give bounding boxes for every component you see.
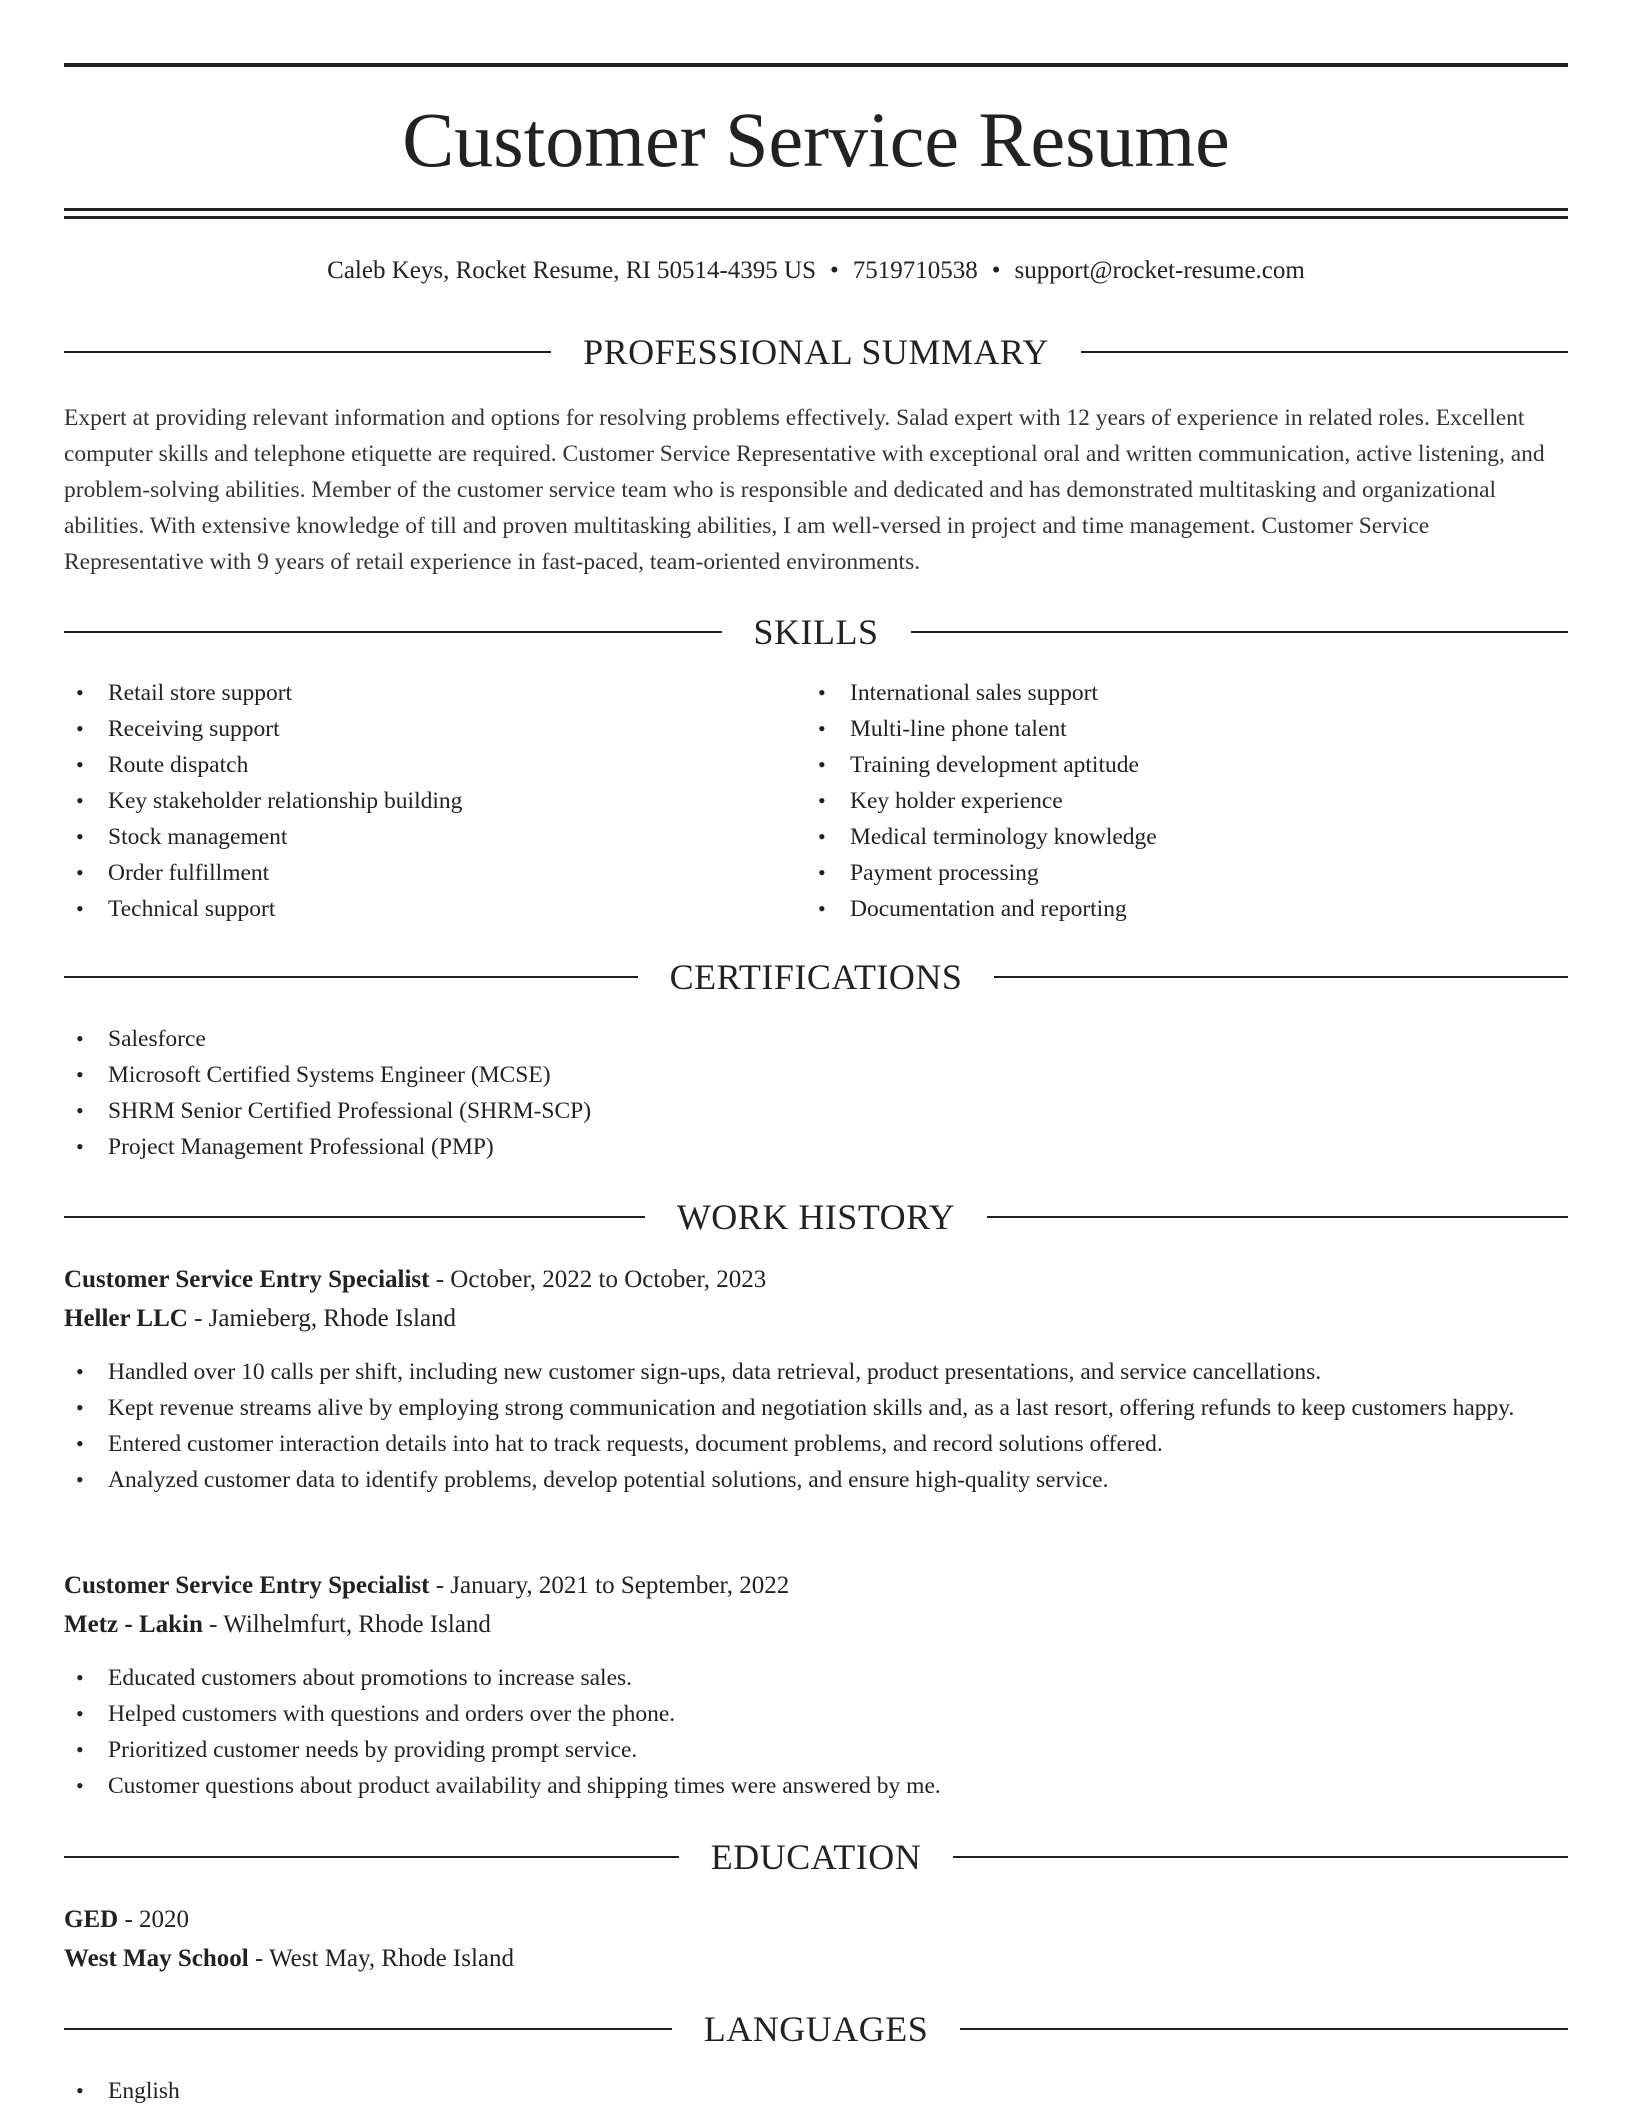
job-bullet: • Educated customers about promotions to increase sales.	[64, 1660, 1568, 1696]
section-header-certifications	[64, 955, 1568, 999]
header-rule	[911, 631, 1569, 633]
section-header-work	[64, 1195, 1568, 1239]
job-location: - Wilhelmfurt, Rhode Island	[202, 1611, 491, 1638]
education-location: - West May, Rhode Island	[248, 1945, 515, 1972]
job-bullets	[64, 1660, 1568, 1804]
job-company-line	[64, 1607, 1568, 1643]
job-bullet: • Prioritized customer needs by providing prompt service.	[64, 1732, 1568, 1768]
job-title-line	[64, 1568, 1568, 1604]
skills-list-right	[806, 675, 1506, 927]
certification-item: • Salesforce	[64, 1021, 1464, 1057]
page-title: Customer Service Resume	[402, 96, 1230, 183]
header-rule	[64, 1216, 645, 1218]
job-company: Metz - Lakin	[64, 1611, 203, 1638]
skill-item: • Training development aptitude	[806, 747, 1506, 783]
job-bullet: • Entered customer interaction details into hat to track requests, document problems, and record solutions offered.	[64, 1426, 1568, 1462]
section-title: CERTIFICATIONS	[669, 957, 963, 997]
skill-item: • Receiving support	[64, 711, 764, 747]
skill-item: • Stock management	[64, 819, 764, 855]
title-rule-lower	[64, 216, 1568, 219]
contact-separator: •	[991, 257, 1001, 284]
education-degree: GED	[64, 1906, 119, 1933]
header-rule	[64, 976, 638, 978]
contact-line	[64, 254, 1568, 288]
job-bullet: • Helped customers with questions and orders over the phone.	[64, 1696, 1568, 1732]
skill-item: • Route dispatch	[64, 747, 764, 783]
contact-address: Caleb Keys, Rocket Resume, RI 50514-4395 US	[327, 257, 816, 284]
job-bullet: • Kept revenue streams alive by employing strong communication and negotiation skills and, as a last resort, offering refunds to keep customers happy.	[64, 1390, 1568, 1426]
title-rule-upper	[64, 208, 1568, 211]
job-bullet: • Customer questions about product availability and shipping times were answered by me.	[64, 1768, 1568, 1804]
header-rule	[64, 1856, 679, 1858]
job-bullet: • Handled over 10 calls per shift, including new customer sign-ups, data retrieval, product presentations, and service cancellations.	[64, 1354, 1568, 1390]
summary-text: Expert at providing relevant information and options for resolving problems effectively. Salad expert with 12 years of experience in related roles. Excellent computer skills and telephone etiquette are required. Customer Service Representative with exceptional oral and written communication, active listening, and problem-solving abilities. Member of the customer service team who is responsible and dedicated and has demonstrated multitasking and organizational abilities. With extensive knowledge of till and proven multitasking abilities, I am well-versed in project and time management. Customer Service Representative with 9 years of retail experience in fast-paced, team-oriented environments.	[64, 405, 1545, 575]
header-rule	[1081, 351, 1568, 353]
education-school-line	[64, 1941, 1568, 1977]
section-title: EDUCATION	[710, 1837, 922, 1877]
skill-item: • Order fulfillment	[64, 855, 764, 891]
contact-separator: •	[830, 257, 839, 284]
header-rule	[64, 351, 551, 353]
skill-item: • Technical support	[64, 891, 764, 927]
job-dates: - January, 2021 to September, 2022	[429, 1572, 790, 1599]
job-location: - Jamieberg, Rhode Island	[187, 1305, 457, 1332]
certifications-list	[64, 1021, 1464, 1165]
header-rule	[960, 2028, 1568, 2030]
header-rule	[64, 2028, 672, 2030]
header-rule	[987, 1216, 1568, 1218]
language-item: • English	[64, 2073, 664, 2109]
skill-item: • Key stakeholder relationship building	[64, 783, 764, 819]
job-dates: - October, 2022 to October, 2023	[429, 1266, 767, 1293]
education-year: - 2020	[118, 1906, 190, 1933]
certification-item: • Microsoft Certified Systems Engineer (MCSE)	[64, 1057, 1464, 1093]
education-degree-line	[64, 1902, 1568, 1938]
section-header-summary	[64, 330, 1568, 374]
section-title: PROFESSIONAL SUMMARY	[583, 332, 1049, 372]
section-header-skills	[64, 610, 1568, 654]
top-rule	[64, 63, 1568, 67]
job-title-line	[64, 1262, 1568, 1298]
certification-item: • Project Management Professional (PMP)	[64, 1129, 1464, 1165]
job-title: Customer Service Entry Specialist	[64, 1572, 430, 1599]
contact-phone: 7519710538	[852, 257, 978, 284]
skill-item: • Medical terminology knowledge	[806, 819, 1506, 855]
contact-email: support@rocket-resume.com	[1014, 257, 1305, 284]
job-bullet: • Analyzed customer data to identify problems, develop potential solutions, and ensure high-quality service.	[64, 1462, 1568, 1498]
skills-list-left	[64, 675, 764, 927]
header-rule	[64, 631, 722, 633]
skill-item: • Retail store support	[64, 675, 764, 711]
job-title: Customer Service Entry Specialist	[64, 1266, 430, 1293]
section-title: SKILLS	[753, 612, 879, 652]
section-header-education	[64, 1835, 1568, 1879]
skill-item: • Documentation and reporting	[806, 891, 1506, 927]
section-title: LANGUAGES	[703, 2009, 929, 2049]
section-header-languages	[64, 2007, 1568, 2051]
job-bullets	[64, 1354, 1568, 1498]
skill-item: • Key holder experience	[806, 783, 1506, 819]
skill-item: • International sales support	[806, 675, 1506, 711]
job-company: Heller LLC	[64, 1305, 188, 1332]
languages-list	[64, 2073, 664, 2109]
header-rule	[953, 1856, 1568, 1858]
education-school: West May School	[64, 1945, 249, 1972]
section-title: WORK HISTORY	[676, 1197, 956, 1237]
header-rule	[994, 976, 1568, 978]
skill-item: • Multi-line phone talent	[806, 711, 1506, 747]
certification-item: • SHRM Senior Certified Professional (SHRM-SCP)	[64, 1093, 1464, 1129]
job-company-line	[64, 1301, 1568, 1337]
skill-item: • Payment processing	[806, 855, 1506, 891]
